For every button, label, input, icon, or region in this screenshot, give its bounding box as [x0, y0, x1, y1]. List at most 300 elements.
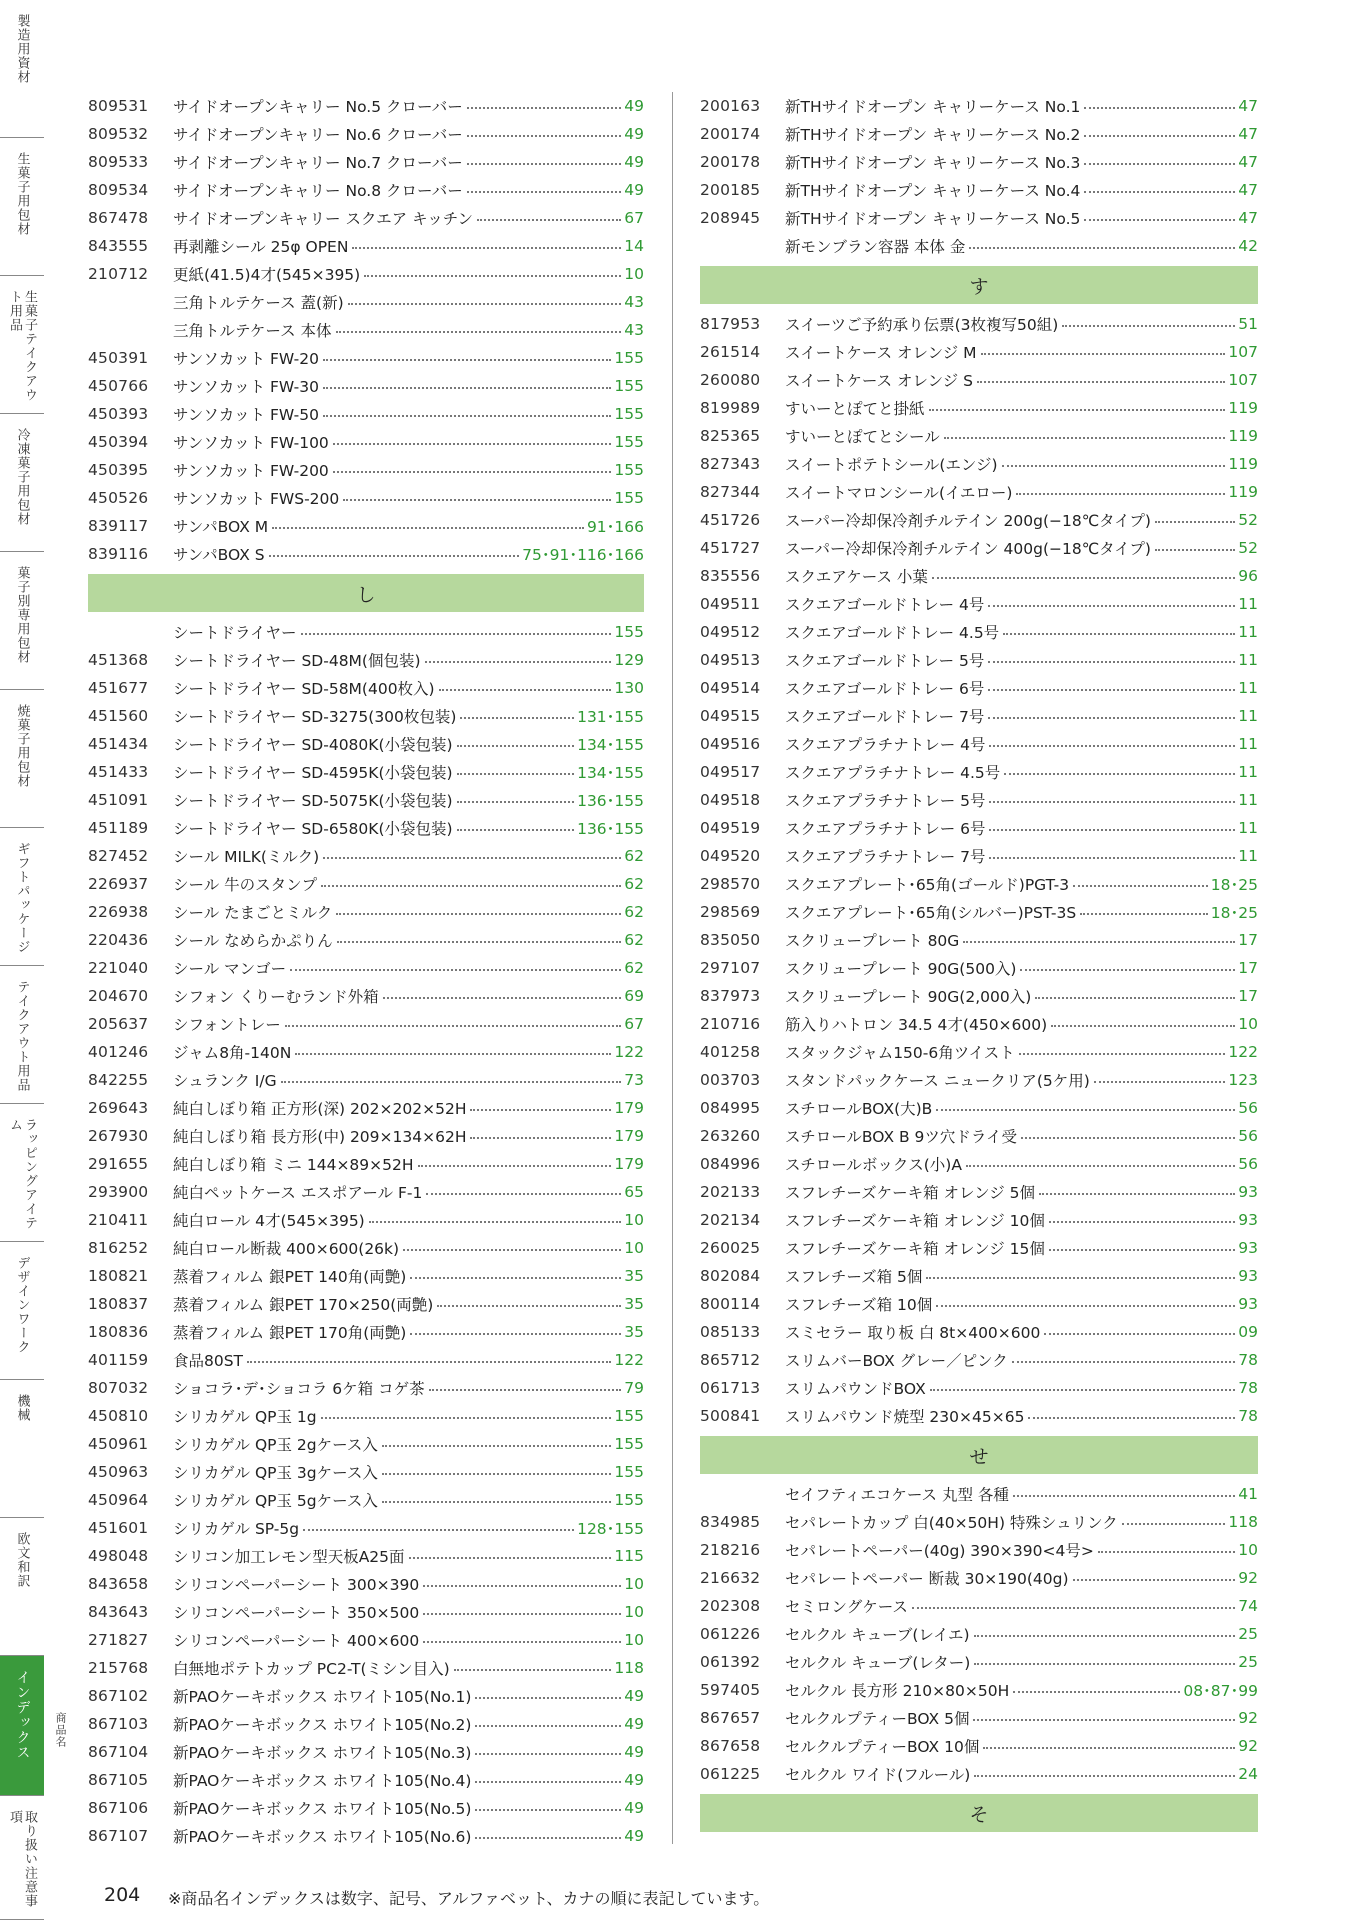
- product-code: 226937: [88, 875, 149, 893]
- product-code: 451368: [88, 651, 149, 669]
- page-reference: 155: [614, 1407, 644, 1425]
- dot-leader: [382, 1473, 612, 1475]
- dot-leader: [301, 633, 612, 635]
- dot-leader: [475, 1837, 621, 1839]
- index-entry: [88, 842, 644, 870]
- page-reference: 79: [624, 1379, 644, 1397]
- product-code: 049513: [700, 651, 761, 669]
- page-reference: 131･155: [577, 708, 644, 726]
- index-entry: [700, 730, 1258, 758]
- section-heading: し: [88, 574, 644, 612]
- product-code: 839116: [88, 545, 149, 563]
- product-code: 825365: [700, 427, 761, 445]
- page-reference: 49: [624, 1827, 644, 1845]
- page-reference: 119: [1228, 455, 1258, 473]
- product-name: シリコンペーパーシート 300×390: [173, 1576, 420, 1594]
- sidebar-tab-label: インデックス: [14, 1670, 31, 1760]
- page-reference: 17: [1238, 959, 1258, 977]
- page-reference: 51: [1238, 315, 1258, 333]
- index-entry: [88, 1150, 644, 1178]
- page-reference: 25: [1238, 1625, 1258, 1643]
- dot-leader: [352, 247, 621, 249]
- product-name: シートドライヤー SD-5075K(小袋包装): [173, 792, 453, 810]
- page-reference: 11: [1238, 735, 1258, 753]
- dot-leader: [323, 415, 611, 417]
- product-name: シートドライヤー SD-58M(400枚入): [173, 680, 435, 698]
- product-code: 200163: [700, 97, 761, 115]
- page-reference: 115: [614, 1547, 644, 1565]
- sidebar-tab[interactable]: [0, 552, 44, 690]
- page-reference: 49: [624, 1799, 644, 1817]
- index-entry: [88, 1710, 644, 1738]
- product-code: 835556: [700, 567, 761, 585]
- page-reference: 43: [624, 293, 644, 311]
- product-name: 新PAOケーキボックス ホワイト105(No.1): [173, 1688, 472, 1706]
- product-name: 新THサイドオープン キャリーケース No.4: [785, 182, 1081, 200]
- index-entry: [700, 1234, 1258, 1262]
- product-name: シフォントレー: [173, 1016, 281, 1034]
- dot-leader: [423, 1585, 621, 1587]
- product-name: スリムパウンド焼型 230×45×65: [785, 1408, 1025, 1426]
- dot-leader: [1013, 1691, 1180, 1693]
- product-name: セルクル キューブ(レイエ): [785, 1626, 970, 1644]
- product-code: 061226: [700, 1625, 761, 1643]
- product-code: 867107: [88, 1827, 149, 1845]
- product-name: 純白しぼり箱 ミニ 144×89×52H: [173, 1156, 414, 1174]
- sidebar-tab-label: 生菓子テイクアウト用品: [7, 290, 37, 402]
- sidebar-tab[interactable]: [0, 1518, 44, 1656]
- product-name: セミロングケース: [785, 1598, 908, 1616]
- page-reference: 10: [1238, 1015, 1258, 1033]
- product-code: 271827: [88, 1631, 149, 1649]
- product-code: 263260: [700, 1127, 761, 1145]
- dot-leader: [974, 1663, 1235, 1665]
- dot-leader: [1122, 1523, 1226, 1525]
- index-entry: [88, 1402, 644, 1430]
- index-entry: [88, 1038, 644, 1066]
- column-divider: [672, 92, 673, 1844]
- index-entry: [88, 1626, 644, 1654]
- sidebar-tab-label: 取り扱い注意事項: [7, 1810, 37, 1908]
- dot-leader: [1039, 1193, 1235, 1195]
- product-name: セイフティエコケース 丸型 各種: [785, 1486, 1009, 1504]
- product-code: 260080: [700, 371, 761, 389]
- product-code: 842255: [88, 1071, 149, 1089]
- product-name: シートドライヤー SD-3275(300枚包装): [173, 708, 457, 726]
- index-entry: [88, 1598, 644, 1626]
- index-entry: [700, 590, 1258, 618]
- product-code: 451677: [88, 679, 149, 697]
- page-reference: 119: [1228, 483, 1258, 501]
- index-entry: [700, 1290, 1258, 1318]
- dot-leader: [475, 1697, 621, 1699]
- product-name: サンソカット FW-100: [173, 434, 329, 452]
- product-code: 867103: [88, 1715, 149, 1733]
- product-code: 867657: [700, 1709, 761, 1727]
- dot-leader: [1049, 1249, 1235, 1251]
- sidebar-tab[interactable]: [0, 1104, 44, 1242]
- dot-leader: [1073, 1579, 1236, 1581]
- page-reference: 155: [614, 349, 644, 367]
- dot-leader: [477, 219, 621, 221]
- dot-leader: [247, 1361, 611, 1363]
- page-reference: 47: [1238, 153, 1258, 171]
- dot-leader: [969, 247, 1235, 249]
- index-entry: [700, 1760, 1258, 1788]
- dot-leader: [364, 275, 621, 277]
- product-name: 新モンブラン容器 本体 金: [785, 238, 966, 256]
- dot-leader: [321, 885, 621, 887]
- sidebar-tab-label: 欧文和訳: [14, 1532, 30, 1588]
- dot-leader: [981, 353, 1226, 355]
- dot-leader: [323, 359, 611, 361]
- sidebar-tab[interactable]: [0, 0, 44, 138]
- product-name: スーパー冷却保冷剤チルテイン 200g(−18℃タイプ): [785, 512, 1151, 530]
- product-code: 451560: [88, 707, 149, 725]
- page-reference: 18･25: [1210, 876, 1258, 894]
- product-code: 049514: [700, 679, 761, 697]
- product-code: 450810: [88, 1407, 149, 1425]
- dot-leader: [272, 527, 584, 529]
- index-entry: [88, 512, 644, 540]
- page-reference: 25: [1238, 1653, 1258, 1671]
- page-reference: 11: [1238, 763, 1258, 781]
- page-reference: 47: [1238, 209, 1258, 227]
- page-reference: 49: [624, 1715, 644, 1733]
- product-code: 867105: [88, 1771, 149, 1789]
- product-name: シュランク I/G: [173, 1072, 277, 1090]
- dot-leader: [343, 499, 611, 501]
- product-code: 204670: [88, 987, 149, 1005]
- dot-leader: [333, 443, 612, 445]
- sidebar-tab-label: デザインワーク: [14, 1256, 30, 1354]
- index-entry: [88, 176, 644, 204]
- index-entry: [700, 674, 1258, 702]
- dot-leader: [457, 773, 575, 775]
- product-code: 827343: [700, 455, 761, 473]
- product-name: 新THサイドオープン キャリーケース No.1: [785, 98, 1081, 116]
- dot-leader: [410, 1277, 621, 1279]
- page-reference: 93: [1238, 1295, 1258, 1313]
- dot-leader: [912, 1607, 1235, 1609]
- index-entry: [700, 1402, 1258, 1430]
- index-entry: [700, 310, 1258, 338]
- page-reference: 08･87･99: [1183, 1682, 1258, 1700]
- index-entry: [700, 92, 1258, 120]
- page-reference: 96: [1238, 567, 1258, 585]
- index-entry: [88, 1178, 644, 1206]
- dot-leader: [426, 1193, 621, 1195]
- dot-leader: [457, 829, 575, 831]
- product-name: ジャム8角-140N: [173, 1044, 292, 1062]
- dot-leader: [988, 605, 1235, 607]
- dot-leader: [1084, 219, 1235, 221]
- page-reference: 134･155: [577, 764, 644, 782]
- index-entry: [88, 1822, 644, 1850]
- product-code: 049517: [700, 763, 761, 781]
- page-reference: 10: [624, 1211, 644, 1229]
- page-reference: 155: [614, 489, 644, 507]
- index-entry: [700, 926, 1258, 954]
- page-reference: 56: [1238, 1155, 1258, 1173]
- page-reference: 122: [1228, 1043, 1258, 1061]
- product-name: スクエアゴールドトレー 5号: [785, 652, 985, 670]
- page-reference: 92: [1238, 1709, 1258, 1727]
- dot-leader: [423, 1613, 621, 1615]
- product-code: 843555: [88, 237, 149, 255]
- dot-leader: [382, 1501, 612, 1503]
- dot-leader: [467, 163, 622, 165]
- index-entry: [88, 1346, 644, 1374]
- page-reference: 129: [614, 651, 644, 669]
- product-code: 200185: [700, 181, 761, 199]
- page-reference: 119: [1228, 427, 1258, 445]
- dot-leader: [337, 941, 622, 943]
- product-code: 293900: [88, 1183, 149, 1201]
- product-code: 451434: [88, 735, 149, 753]
- index-column-right: [700, 92, 1258, 1838]
- dot-leader: [988, 717, 1235, 719]
- product-code: 498048: [88, 1547, 149, 1565]
- page-reference: 56: [1238, 1099, 1258, 1117]
- index-entry: [88, 1318, 644, 1346]
- product-name: スクエアゴールドトレー 7号: [785, 708, 985, 726]
- product-name: シール たまごとミルク: [173, 904, 333, 922]
- index-entry: [88, 148, 644, 176]
- page-reference: 49: [624, 97, 644, 115]
- page-reference: 155: [614, 405, 644, 423]
- sidebar-tab[interactable]: [0, 414, 44, 552]
- dot-leader: [269, 555, 520, 557]
- index-entry: [700, 394, 1258, 422]
- page-reference: 49: [624, 1687, 644, 1705]
- product-code: 221040: [88, 959, 149, 977]
- product-code: 451433: [88, 763, 149, 781]
- dot-leader: [369, 1221, 622, 1223]
- page-reference: 136･155: [577, 820, 644, 838]
- product-name: セパレートカップ 白(40×50H) 特殊シュリンク: [785, 1514, 1118, 1532]
- index-entry: [88, 204, 644, 232]
- product-name: シリカゲル QP玉 5gケース入: [173, 1492, 378, 1510]
- product-code: 450961: [88, 1435, 149, 1453]
- dot-leader: [1155, 549, 1235, 551]
- dot-leader: [974, 1635, 1236, 1637]
- product-code: 084996: [700, 1155, 761, 1173]
- page-reference: 11: [1238, 847, 1258, 865]
- sidebar-tab-label: ギフトパッケージ: [14, 842, 30, 954]
- dot-leader: [1155, 521, 1235, 523]
- sidebar-tab-label: 菓子別専用包材: [14, 566, 30, 664]
- product-name: セルクルプティーBOX 10個: [785, 1738, 980, 1756]
- product-code: 298569: [700, 903, 761, 921]
- page-reference: 43: [624, 321, 644, 339]
- product-name: 再剥離シール 25φ OPEN: [173, 238, 349, 256]
- product-name: スクリュープレート 90G(500入): [785, 960, 1017, 978]
- product-code: 867106: [88, 1799, 149, 1817]
- page-reference: 24: [1238, 1765, 1258, 1783]
- product-code: 450526: [88, 489, 149, 507]
- sidebar-tab-label: テイクアウト用品: [14, 980, 30, 1092]
- product-name: 純白ロール断裁 400×600(26k): [173, 1240, 400, 1258]
- index-entry: [88, 1682, 644, 1710]
- page-reference: 93: [1238, 1239, 1258, 1257]
- product-name: スフレチーズケーキ箱 オレンジ 5個: [785, 1184, 1036, 1202]
- index-entry: [88, 1654, 644, 1682]
- sidebar-tab-label: 製造用資材: [14, 14, 30, 84]
- index-entry: [88, 814, 644, 842]
- dot-leader: [410, 1333, 621, 1335]
- product-code: 451601: [88, 1519, 149, 1537]
- product-name: スイートケース オレンジ S: [785, 372, 974, 390]
- product-code: 061225: [700, 1765, 761, 1783]
- page-reference: 128･155: [577, 1520, 644, 1538]
- product-code: 220436: [88, 931, 149, 949]
- sidebar-tab[interactable]: [0, 1380, 44, 1518]
- product-name: スクエアプラチナトレー 4号: [785, 736, 986, 754]
- dot-leader: [1084, 135, 1235, 137]
- page-reference: 10: [624, 265, 644, 283]
- product-name: シリコンペーパーシート 350×500: [173, 1604, 420, 1622]
- dot-leader: [437, 1305, 621, 1307]
- product-code: 401246: [88, 1043, 149, 1061]
- dot-leader: [1035, 997, 1235, 999]
- product-code: 291655: [88, 1155, 149, 1173]
- index-entry: [700, 120, 1258, 148]
- sidebar-tab[interactable]: [0, 1242, 44, 1380]
- product-name: スフレチーズ箱 10個: [785, 1296, 933, 1314]
- index-entry: [700, 786, 1258, 814]
- index-entry: [700, 1592, 1258, 1620]
- page-reference: 118: [614, 1659, 644, 1677]
- page-reference: 75･91･116･166: [522, 546, 644, 564]
- product-name: スフレチーズケーキ箱 オレンジ 15個: [785, 1240, 1045, 1258]
- page-reference: 122: [614, 1043, 644, 1061]
- index-entry: [700, 1564, 1258, 1592]
- index-entry: [88, 702, 644, 730]
- product-code: 835050: [700, 931, 761, 949]
- product-code: 867478: [88, 209, 149, 227]
- index-entry: [88, 954, 644, 982]
- sidebar-tab[interactable]: [0, 1796, 44, 1920]
- product-name: スリムバーBOX グレー／ピンク: [785, 1352, 1008, 1370]
- dot-leader: [383, 997, 622, 999]
- dot-leader: [974, 1775, 1235, 1777]
- index-entry: [88, 674, 644, 702]
- sidebar-tab[interactable]: [0, 1656, 44, 1796]
- index-entry: [700, 1480, 1258, 1508]
- page-reference: 155: [614, 433, 644, 451]
- sidebar-tab[interactable]: [0, 138, 44, 276]
- product-name: 純白ロール 4才(545×395): [173, 1212, 365, 1230]
- product-name: サンソカット FWS-200: [173, 490, 340, 508]
- product-name: スタックジャム150-6角ツイスト: [785, 1044, 1015, 1062]
- product-name: シートドライヤー SD-4080K(小袋包装): [173, 736, 453, 754]
- product-name: サンソカット FW-20: [173, 350, 319, 368]
- product-name: セパレートペーパー 断裁 30×190(40g): [785, 1570, 1069, 1588]
- product-name: シール マンゴー: [173, 960, 287, 978]
- product-code: 049512: [700, 623, 761, 641]
- sidebar-tab-label: ラッピングアイテム: [7, 1118, 37, 1230]
- page-reference: 67: [624, 1015, 644, 1033]
- sidebar-tab[interactable]: [0, 276, 44, 414]
- page-reference: 41: [1238, 1485, 1258, 1503]
- product-code: 260025: [700, 1239, 761, 1257]
- dot-leader: [425, 661, 612, 663]
- page-reference: 69: [624, 987, 644, 1005]
- product-code: 269643: [88, 1099, 149, 1117]
- dot-leader: [988, 689, 1235, 691]
- dot-leader: [1098, 1551, 1235, 1553]
- dot-leader: [1044, 1333, 1235, 1335]
- index-entry: [88, 1570, 644, 1598]
- index-entry: [700, 232, 1258, 260]
- sidebar-tab[interactable]: [0, 966, 44, 1104]
- index-entry: [700, 814, 1258, 842]
- product-code: 210716: [700, 1015, 761, 1033]
- dot-leader: [1004, 773, 1235, 775]
- page-reference: 93: [1238, 1211, 1258, 1229]
- product-code: 216632: [700, 1569, 761, 1587]
- index-entry: [700, 1620, 1258, 1648]
- sidebar-tab[interactable]: [0, 690, 44, 828]
- index-entry: [700, 1150, 1258, 1178]
- product-name: スクエアゴールドトレー 4号: [785, 596, 985, 614]
- sidebar-tab-label: 生菓子用包材: [14, 152, 30, 236]
- product-name: サンパBOX S: [173, 546, 265, 564]
- dot-leader: [409, 1557, 612, 1559]
- product-name: シリカゲル QP玉 1g: [173, 1408, 317, 1426]
- index-entry: [88, 288, 644, 316]
- product-name: サンソカット FW-200: [173, 462, 329, 480]
- product-name: スクリュープレート 80G: [785, 932, 960, 950]
- product-code: 816252: [88, 1239, 149, 1257]
- index-entry: [88, 1514, 644, 1542]
- product-name: 蒸着フィルム 銀PET 170角(両艶): [173, 1324, 407, 1342]
- page-reference: 09: [1238, 1323, 1258, 1341]
- product-name: シリカゲル QP玉 2gケース入: [173, 1436, 378, 1454]
- index-entry: [700, 982, 1258, 1010]
- index-entry: [700, 450, 1258, 478]
- index-entry: [88, 1122, 644, 1150]
- product-code: 802084: [700, 1267, 761, 1285]
- product-name: スチロールBOX(大)B: [785, 1100, 933, 1118]
- index-entry: [88, 758, 644, 786]
- product-code: 202308: [700, 1597, 761, 1615]
- product-code: 451189: [88, 819, 149, 837]
- dot-leader: [1016, 493, 1225, 495]
- product-name: シリカゲル SP-5g: [173, 1520, 300, 1538]
- dot-leader: [290, 969, 621, 971]
- index-entry: [700, 1010, 1258, 1038]
- product-code: 061392: [700, 1653, 761, 1671]
- sidebar-tab[interactable]: [0, 828, 44, 966]
- product-code: 202134: [700, 1211, 761, 1229]
- page-reference: 35: [624, 1295, 644, 1313]
- index-entry: [88, 1066, 644, 1094]
- product-name: 純白しぼり箱 正方形(深) 202×202×52H: [173, 1100, 467, 1118]
- page-reference: 107: [1228, 371, 1258, 389]
- page-reference: 134･155: [577, 736, 644, 754]
- product-name: スクエアゴールドトレー 4.5号: [785, 624, 1000, 642]
- dot-leader: [1003, 633, 1235, 635]
- product-code: 451727: [700, 539, 761, 557]
- dot-leader: [977, 381, 1225, 383]
- page-reference: 11: [1238, 819, 1258, 837]
- product-name: 新THサイドオープン キャリーケース No.5: [785, 210, 1081, 228]
- dot-leader: [457, 801, 575, 803]
- dot-leader: [966, 1165, 1235, 1167]
- page-reference: 62: [624, 903, 644, 921]
